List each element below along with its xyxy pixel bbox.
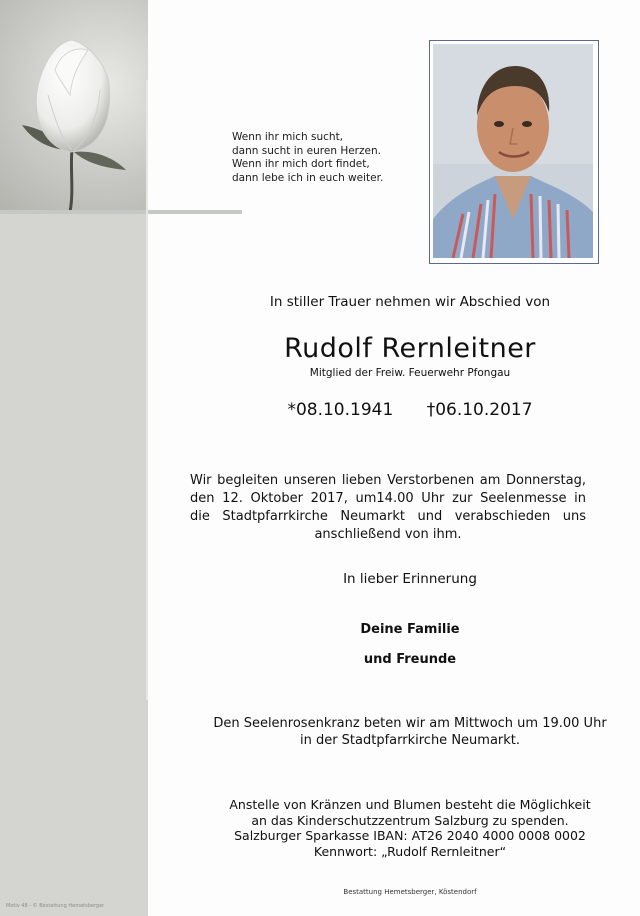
birth-date: *08.10.1941 bbox=[287, 400, 394, 420]
funeral-announcement bbox=[190, 472, 586, 544]
poem-line: Wenn ihr mich dort findet, bbox=[232, 158, 370, 170]
memory-text: In lieber Erinnerung bbox=[343, 571, 477, 587]
poem-line: dann lebe ich in euch weiter. bbox=[232, 171, 384, 184]
funeral-line: anschließend von ihm. bbox=[314, 527, 462, 542]
funeral-line: die Stadtpfarrkirche Neumarkt und verabschieden uns bbox=[190, 509, 586, 524]
rosary-line: in der Stadtpfarrkirche Neumarkt. bbox=[299, 733, 521, 748]
life-dates bbox=[180, 400, 640, 420]
donation-line: an das Kinderschutzzentrum Salzburg zu spenden. bbox=[251, 812, 569, 828]
portrait-photo bbox=[433, 44, 593, 258]
rosary-announcement bbox=[180, 715, 640, 749]
deceased-name: Rudolf Rernleitner bbox=[284, 333, 536, 364]
signer-friends: und Freunde bbox=[363, 652, 457, 667]
donation-line: Salzburger Sparkasse IBAN: AT26 2040 4000 0008 0002 bbox=[234, 828, 586, 843]
rose-image bbox=[0, 0, 148, 212]
signer-family: Deine Familie bbox=[360, 622, 460, 637]
funeral-line: den 12. Oktober 2017, um14.00 Uhr zur Seelenmesse in bbox=[190, 491, 586, 506]
donation-line: Anstelle von Kränzen und Blumen besteht die Möglichkeit bbox=[229, 797, 591, 812]
intro-text: In stiller Trauer nehmen wir Abschied von bbox=[269, 294, 551, 310]
death-date: †06.10.2017 bbox=[426, 400, 533, 420]
motif-credit: Motiv 48 - © Bestattung Hemetsberger bbox=[6, 903, 105, 909]
rosary-line: Den Seelenrosenkranz beten wir am Mittwoch um 19.00 Uhr bbox=[213, 716, 607, 731]
decorative-horizontal-line bbox=[0, 210, 242, 214]
donation-info bbox=[180, 797, 640, 859]
decorative-vertical-line bbox=[146, 80, 148, 700]
donation-line: Kennwort: „Rudolf Rernleitner“ bbox=[313, 843, 507, 859]
membership-text: Mitglied der Freiw. Feuerwehr Pfongau bbox=[309, 367, 511, 379]
poem-line: Wenn ihr mich sucht, bbox=[232, 131, 344, 143]
poem-line: dann sucht in euren Herzen. bbox=[232, 144, 381, 157]
funeral-home-footer: Bestattung Hemetsberger, Köstendorf bbox=[343, 888, 477, 896]
poem bbox=[232, 131, 422, 185]
funeral-line: Wir begleiten unseren lieben Verstorbenen am Donnerstag, bbox=[190, 473, 586, 488]
